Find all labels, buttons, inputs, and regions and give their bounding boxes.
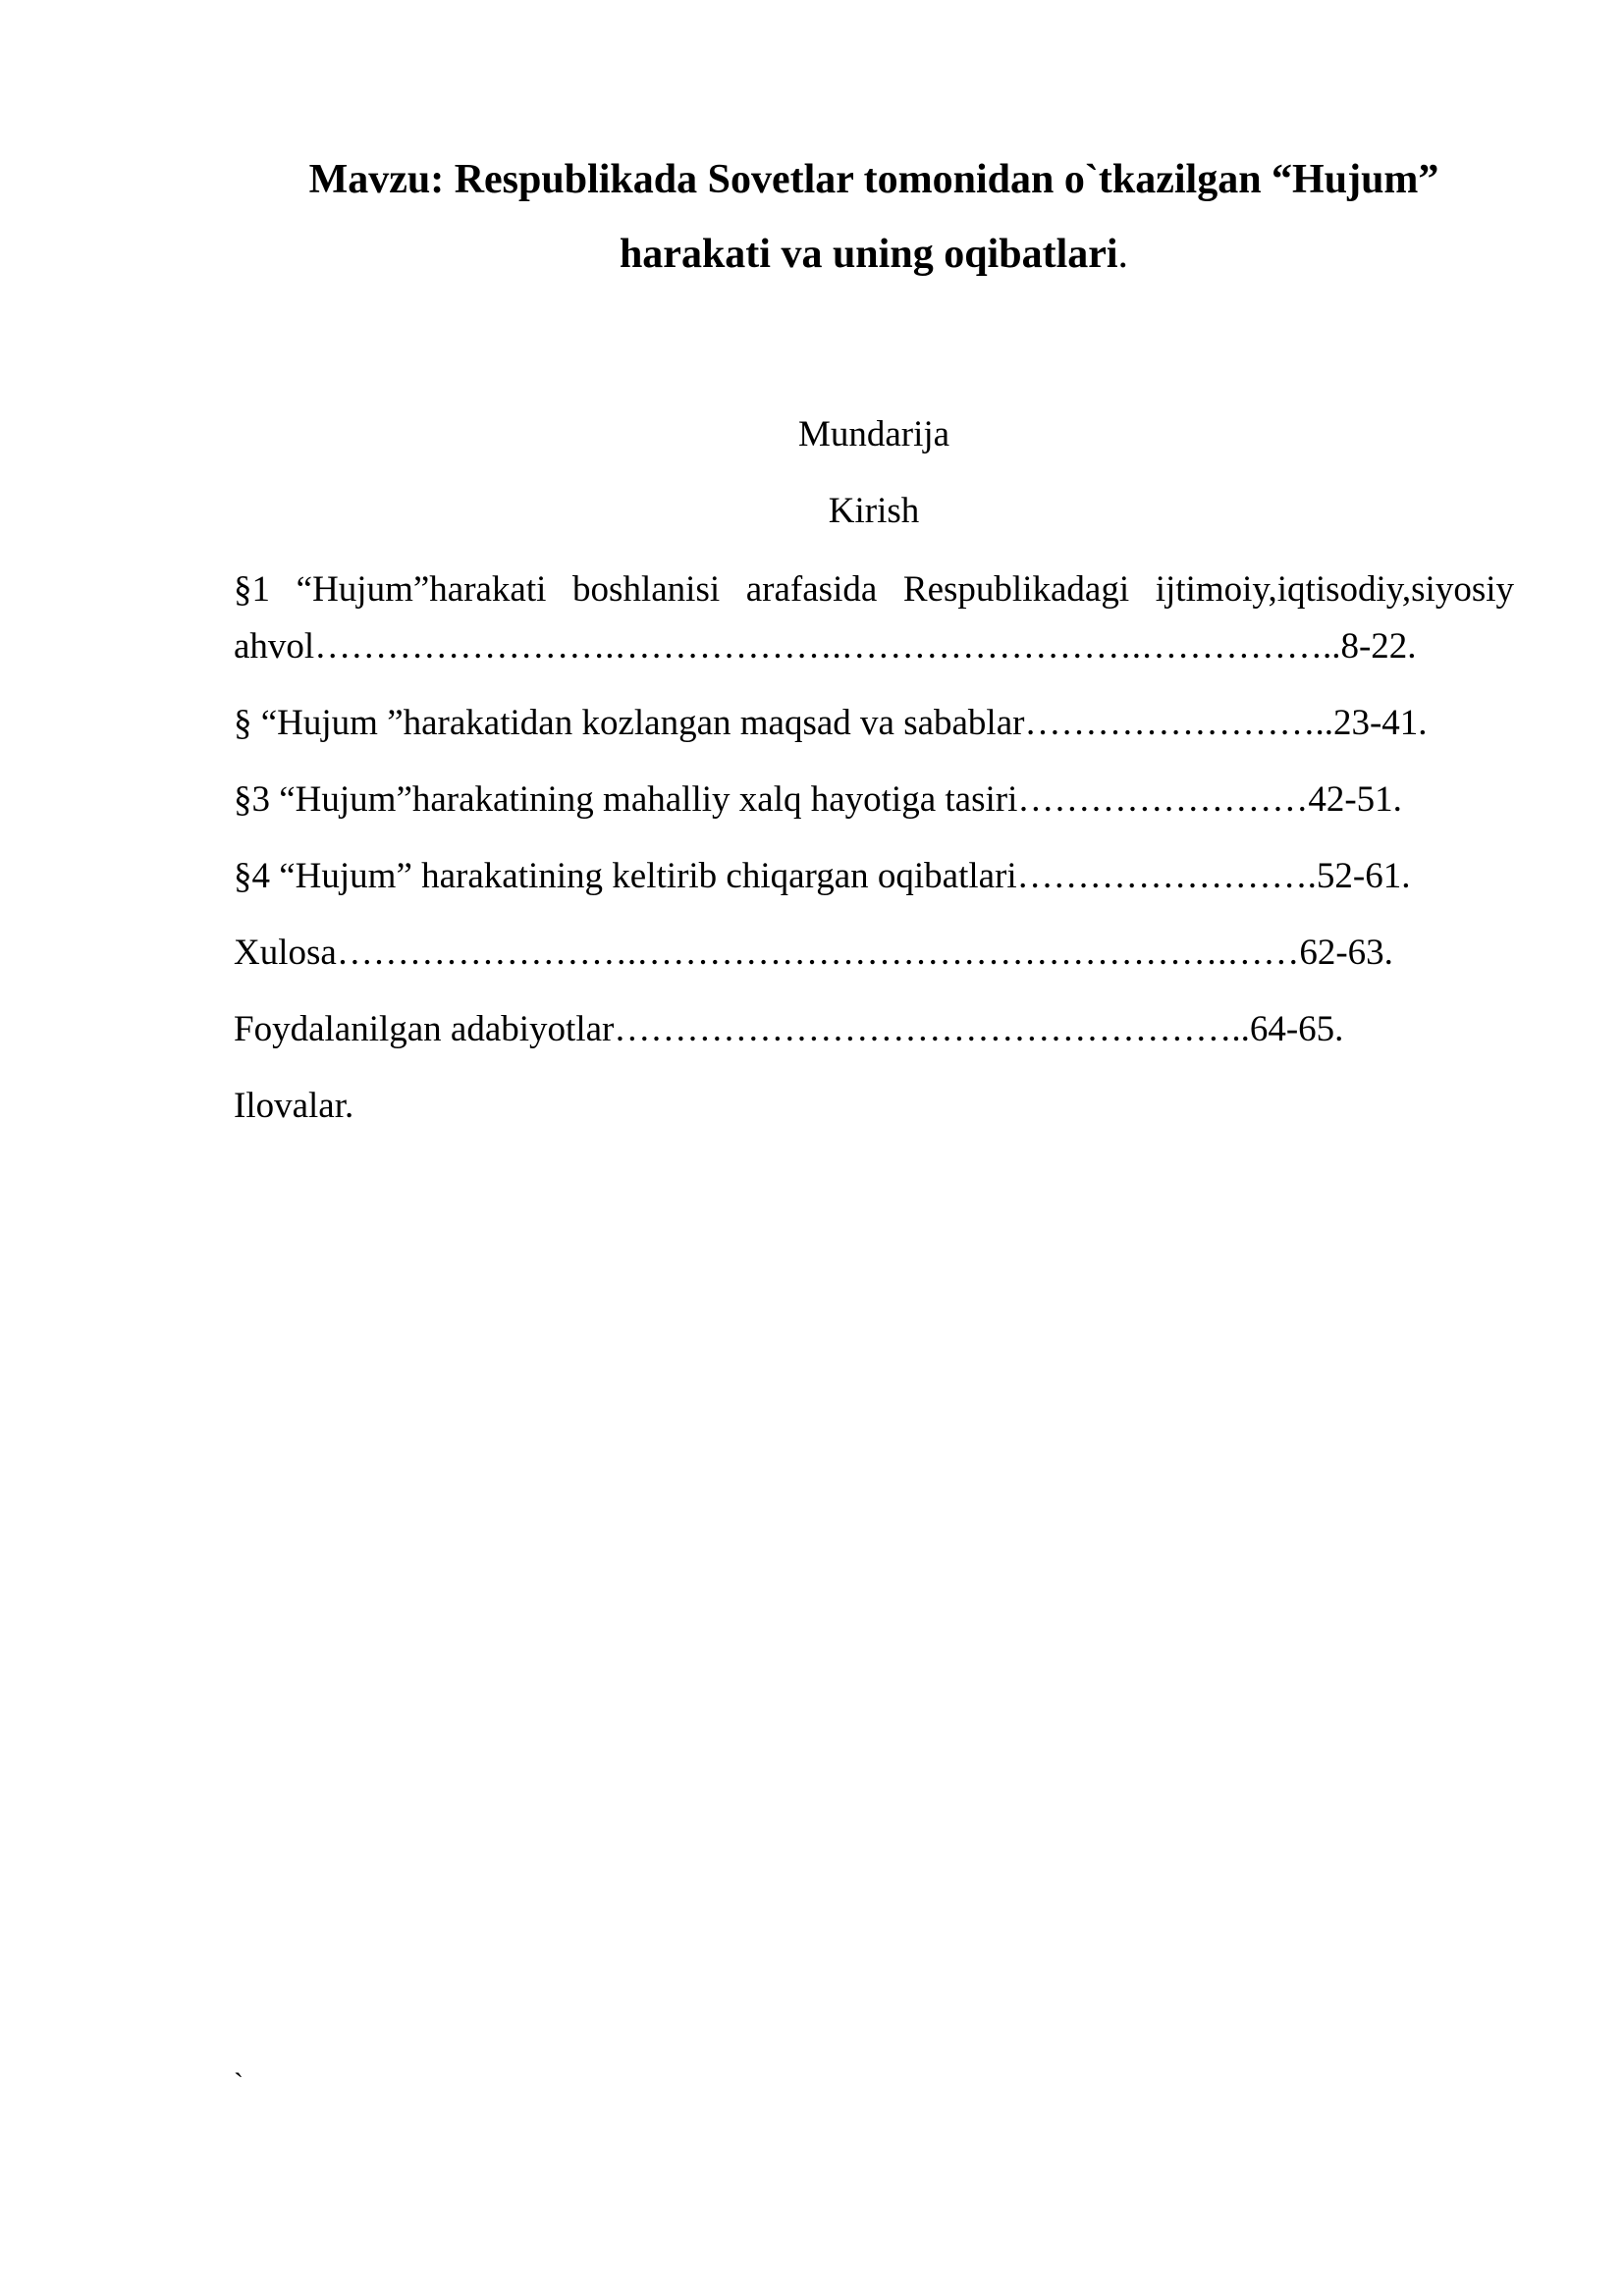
- toc-item-conclusion: Xulosa…………………….………………………………………….……62-63.: [234, 933, 1393, 973]
- toc-item-1-line-2: ahvol…………………….……………….…………………….……………..8-22.: [234, 626, 1417, 667]
- toc-item-2: § “Hujum ”harakatidan kozlangan maqsad va sabablar……………………..23-41.: [234, 703, 1428, 743]
- document-title-period: .: [1117, 232, 1129, 277]
- toc-heading: Mundarija: [797, 414, 950, 454]
- document-title-line-1: Mavzu: Respublikada Sovetlar tomonidan o`tkazilgan “Hujum”: [308, 157, 1439, 202]
- toc-item-appendices: Ilovalar.: [234, 1086, 354, 1126]
- toc-intro: Kirish: [828, 491, 920, 531]
- toc-item-4: §4 “Hujum” harakatining keltirib chiqargan oqibatlari…………………….52-61.: [234, 856, 1411, 896]
- document-title-text: harakati va uning oqibatlari: [619, 232, 1118, 277]
- stray-backtick-mark: `: [234, 2067, 244, 2100]
- toc-item-3: §3 “Hujum”harakatining mahalliy xalq hayotiga tasiri……………………42-51.: [234, 779, 1402, 820]
- document-title-line-2: [177, 234, 1571, 275]
- toc-item-references: Foydalanilgan adabiyotlar……………………………………………..64-65.: [234, 1009, 1344, 1049]
- toc-item-1-line-1: §1 “Hujum”harakati boshlanisi arafasida Respublikadagi ijtimoiy,iqtisodiy,siyosiy: [234, 569, 1514, 610]
